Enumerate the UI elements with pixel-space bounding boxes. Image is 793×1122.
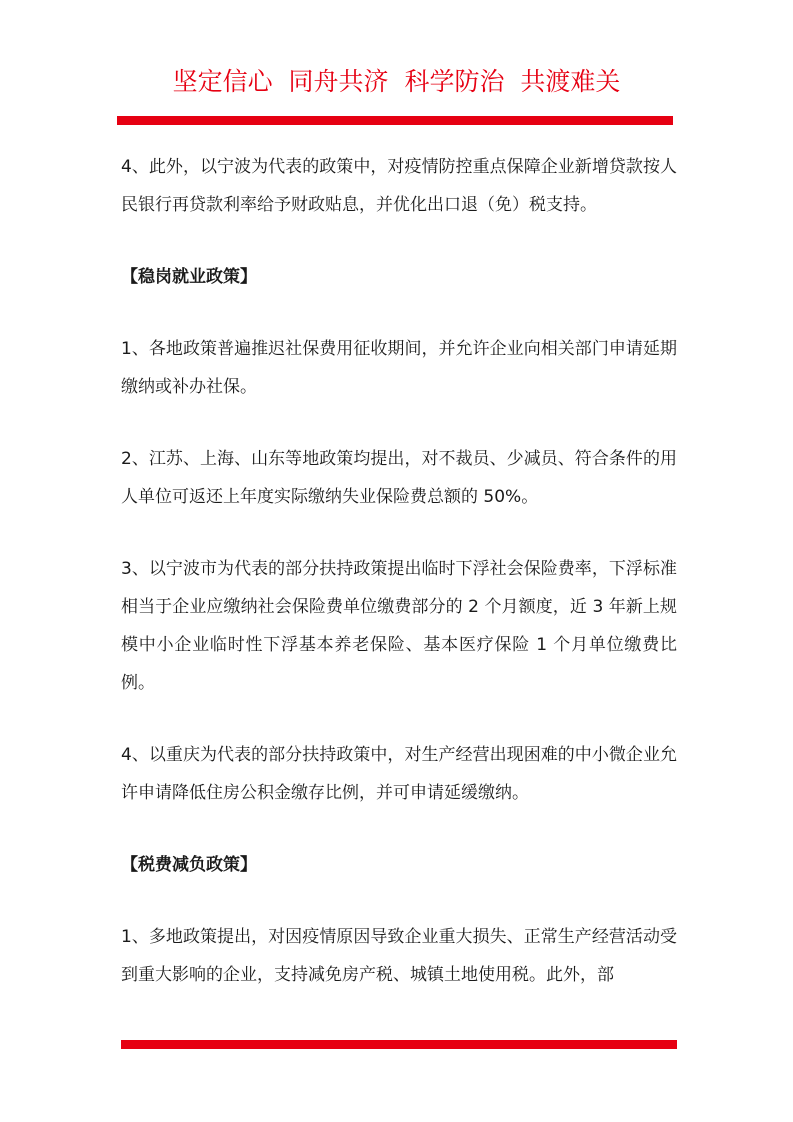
paragraph-gap [121, 702, 677, 736]
paragraph-jobs-2: 2、江苏、上海、山东等地政策均提出，对不裁员、少减员、符合条件的用人单位可返还上年度实际缴纳失业保险费总额的 50%。 [121, 449, 677, 507]
section-heading-jobs: 【稳岗就业政策】 [121, 267, 257, 287]
paragraph-jobs-3: 3、以宁波市为代表的部分扶持政策提出临时下浮社会保险费率，下浮标准相当于企业应缴纳社会保险费单位缴费部分的 2 个月额度，近 3 年新上规模中小企业临时性下浮基本养老保险、基本医疗保险 1 个月单位缴费比例。 [121, 559, 677, 693]
document-body [121, 148, 677, 994]
page-title: 坚定信心 同舟共济 科学防治 共渡难关 [172, 67, 621, 96]
paragraph-finance-4: 4、此外，以宁波为代表的政策中，对疫情防控重点保障企业新增贷款按人民银行再贷款利率给予财政贴息，并优化出口退（免）税支持。 [121, 157, 677, 215]
paragraph-jobs-1: 1、各地政策普遍推迟社保费用征收期间，并允许企业向相关部门申请延期缴纳或补办社保。 [121, 339, 677, 397]
paragraph-gap [121, 296, 677, 330]
paragraph-tax-1: 1、多地政策提出，对因疫情原因导致企业重大损失、正常生产经营活动受到重大影响的企业，支持减免房产税、城镇土地使用税。此外，部 [121, 927, 677, 985]
section-heading-tax: 【税费减负政策】 [121, 855, 257, 875]
paragraph-jobs-4: 4、以重庆为代表的部分扶持政策中，对生产经营出现困难的中小微企业允许申请降低住房公积金缴存比例，并可申请延缓缴纳。 [121, 745, 677, 803]
paragraph-gap [121, 406, 677, 440]
top-divider [117, 116, 673, 125]
paragraph-gap [121, 516, 677, 550]
paragraph-gap [121, 812, 677, 846]
paragraph-gap [121, 884, 677, 918]
paragraph-gap [121, 224, 677, 258]
bottom-divider [121, 1040, 677, 1049]
